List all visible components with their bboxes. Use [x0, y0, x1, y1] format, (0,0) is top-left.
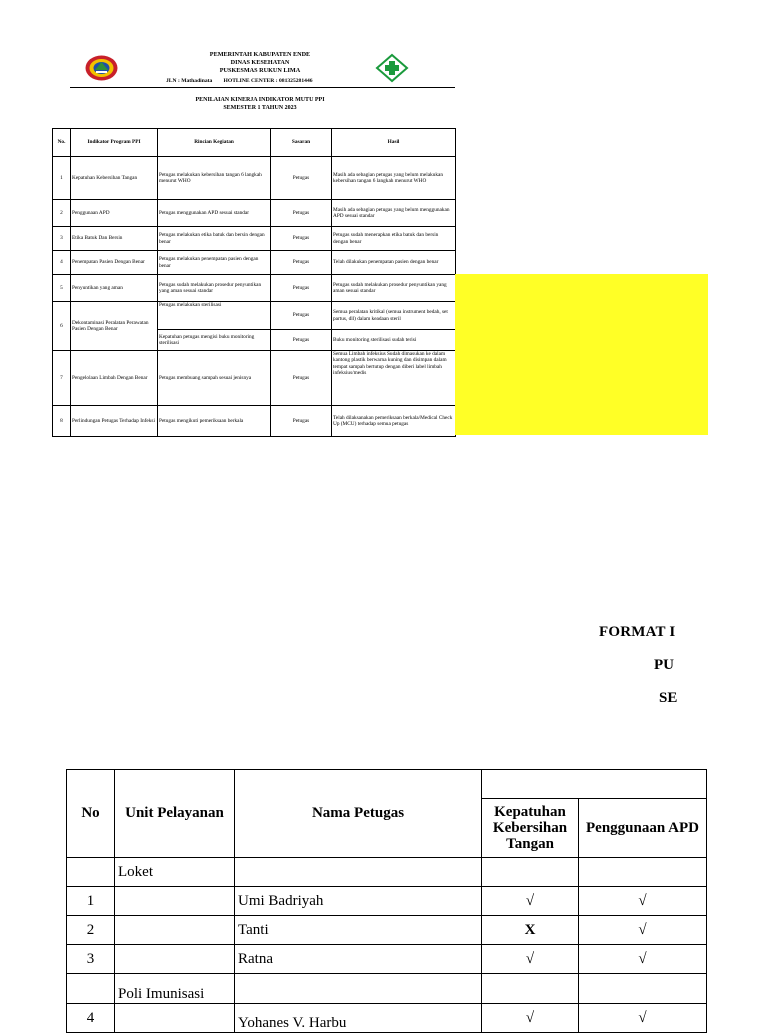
staff-compliance-table	[66, 769, 707, 1033]
cell-rincian: Petugas melakukan kebersihan tangan 6 langkah menurut WHO	[158, 157, 271, 200]
col-header-sasaran: Sasaran	[271, 129, 332, 157]
cell-indikator: Pengelolaan Limbah Dengan Benar	[71, 351, 158, 406]
cell-rincian: Petugas melakukan penempatan pasien dengan benar	[158, 251, 271, 275]
col-header-indikator: Indikator Program PPI	[71, 129, 158, 157]
cell-hasil: Masih ada sebagian petugas yang belum melakukan kebersihan tangan 6 langkah menurut WHO	[332, 157, 456, 200]
cell-nama: Yohanes V. Harbu	[235, 1004, 482, 1033]
col-header-unit: Unit Pelayanan	[115, 770, 235, 858]
col-header-no: No.	[53, 129, 71, 157]
cell-kebersihan: √	[482, 945, 579, 974]
cell-indikator: Penggunaan APD	[71, 200, 158, 227]
cell-rincian: Petugas mengikuti pemeriksaan berkala	[158, 406, 271, 437]
cell-hasil: Petugas sudah menerapkan etika batuk dan bersin dengan benar	[332, 227, 456, 251]
cell-kebersihan: X	[482, 916, 579, 945]
cell-apd: √	[579, 916, 707, 945]
cell-rincian: Kepatuhan petugas mengisi buku monitoring sterilisasi	[158, 330, 271, 351]
col-header-rincian: Rincian Kegiatan	[158, 129, 271, 157]
cell-no: 4	[67, 1004, 115, 1033]
cell-indikator: Perlindungan Petugas Terhadap Infeksi	[71, 406, 158, 437]
cell-no: 4	[53, 251, 71, 275]
cell-no: 5	[53, 275, 71, 302]
cell-nama: Tanti	[235, 916, 482, 945]
cell-rincian: Petugas membuang sampah sesuai jenisnya	[158, 351, 271, 406]
report-title: PENILAIAN KINERJA INDIKATOR MUTU PPI	[195, 97, 325, 103]
cell-rincian: Petugas sudah melakukan prosedur penyuntikan yang aman sesuai standar	[158, 275, 271, 302]
cell-kebersihan: √	[482, 1004, 579, 1033]
unit-label: Loket	[115, 858, 235, 887]
cell-sasaran: Petugas	[271, 157, 332, 200]
col-header-hasil: Hasil	[332, 129, 456, 157]
cell-no: 2	[67, 916, 115, 945]
cell-no: 8	[53, 406, 71, 437]
cell-sasaran: Petugas	[271, 227, 332, 251]
cell-no: 3	[53, 227, 71, 251]
cell-sasaran: Petugas	[271, 275, 332, 302]
cell-sasaran: Petugas	[271, 406, 332, 437]
header-line-3: PUSKESMAS RUKUN LIMA	[219, 67, 301, 74]
cell-indikator: Penempatan Pasien Dengan Benar	[71, 251, 158, 275]
table-row	[67, 916, 707, 945]
unit-label: Poli Imunisasi	[115, 974, 235, 1004]
cell-apd: √	[579, 945, 707, 974]
cell-kebersihan: √	[482, 887, 579, 916]
cell-hasil: Petugas sudah melakukan prosedur penyuntikan yang aman sesuai standar	[332, 275, 456, 302]
cell-rincian: Petugas menggunakan APD sesuai standar	[158, 200, 271, 227]
table-row	[67, 1004, 707, 1033]
cell-rincian: Petugas melakukan etika batuk dan bersin dengan benar	[158, 227, 271, 251]
col-header-group	[482, 770, 707, 799]
cell-sasaran: Petugas	[271, 302, 332, 330]
col-header-kebersihan-tangan: Kepatuhan Kebersihan Tangan	[482, 799, 579, 858]
cell-no: 7	[53, 351, 71, 406]
cell-no: 2	[53, 200, 71, 227]
cell-sasaran: Petugas	[271, 200, 332, 227]
cell-hasil: Masih ada sebagian petugas yang belum menggunakan APD sesuai standar	[332, 200, 456, 227]
group-row	[67, 858, 707, 887]
cell-no: 6	[53, 302, 71, 351]
header-line-1: PEMERINTAH KABUPATEN ENDE	[209, 51, 311, 58]
group-row	[67, 974, 707, 1004]
cell-indikator: Dekontaminasi Peralatan Perawatan Pasien Dengan Benar	[71, 302, 158, 351]
cell-nama: Ratna	[235, 945, 482, 974]
cell-hasil: Telah dilaksanakan pemeriksaan berkala/Medical Check Up (MCU) terhadap semua petugas	[332, 406, 456, 437]
header-hotline: HOTLINE CENTER : 081325281446	[223, 78, 313, 84]
cell-apd: √	[579, 887, 707, 916]
cell-no: 1	[53, 157, 71, 200]
table-row	[67, 945, 707, 974]
cell-sasaran: Petugas	[271, 351, 332, 406]
header-address: JLN : Mathadinata	[166, 78, 213, 84]
col-header-no: No	[67, 770, 115, 858]
cell-no: 1	[67, 887, 115, 916]
cell-indikator: Kepatuhan Kebersihan Tangan	[71, 157, 158, 200]
cell-indikator: Etika Batuk Dan Bersin	[71, 227, 158, 251]
cell-indikator: Penyuntikan yang aman	[71, 275, 158, 302]
cell-nama: Umi Badriyah	[235, 887, 482, 916]
col-header-apd: Penggunaan APD	[579, 799, 707, 858]
cell-sasaran: Petugas	[271, 330, 332, 351]
cell-no: 3	[67, 945, 115, 974]
cell-rincian: Petugas melakukan sterilisasi	[158, 302, 271, 330]
cell-sasaran: Petugas	[271, 251, 332, 275]
header-line-2: DINAS KESEHATAN	[230, 59, 290, 66]
format-subtitle-2: SE	[659, 690, 678, 706]
cell-hasil: Telah dilakukan penempatan pasien dengan benar	[332, 251, 456, 275]
format-title: FORMAT I	[599, 624, 676, 640]
table-header-spacer-row	[67, 770, 707, 799]
cell-hasil: Semua Limbah infeksius Sudah dimasukan ke dalam kantong plastik berwarna kuning dan disimpan dalam tempat sampah bertutup dengan diberi label limbah infeksius/medis	[332, 351, 456, 406]
format-subtitle-1: PU	[654, 657, 674, 673]
cell-hasil: Buku monitoring sterilisasi sudah terisi	[332, 330, 456, 351]
cell-apd: √	[579, 1004, 707, 1033]
cell-hasil: Semua peralatan kritikal (semua instrument bedah, set partus, dll) dalam keadaan steril	[332, 302, 456, 330]
table-row	[67, 887, 707, 916]
col-header-nama: Nama Petugas	[235, 770, 482, 858]
report-semester: SEMESTER 1 TAHUN 2023	[223, 105, 297, 111]
